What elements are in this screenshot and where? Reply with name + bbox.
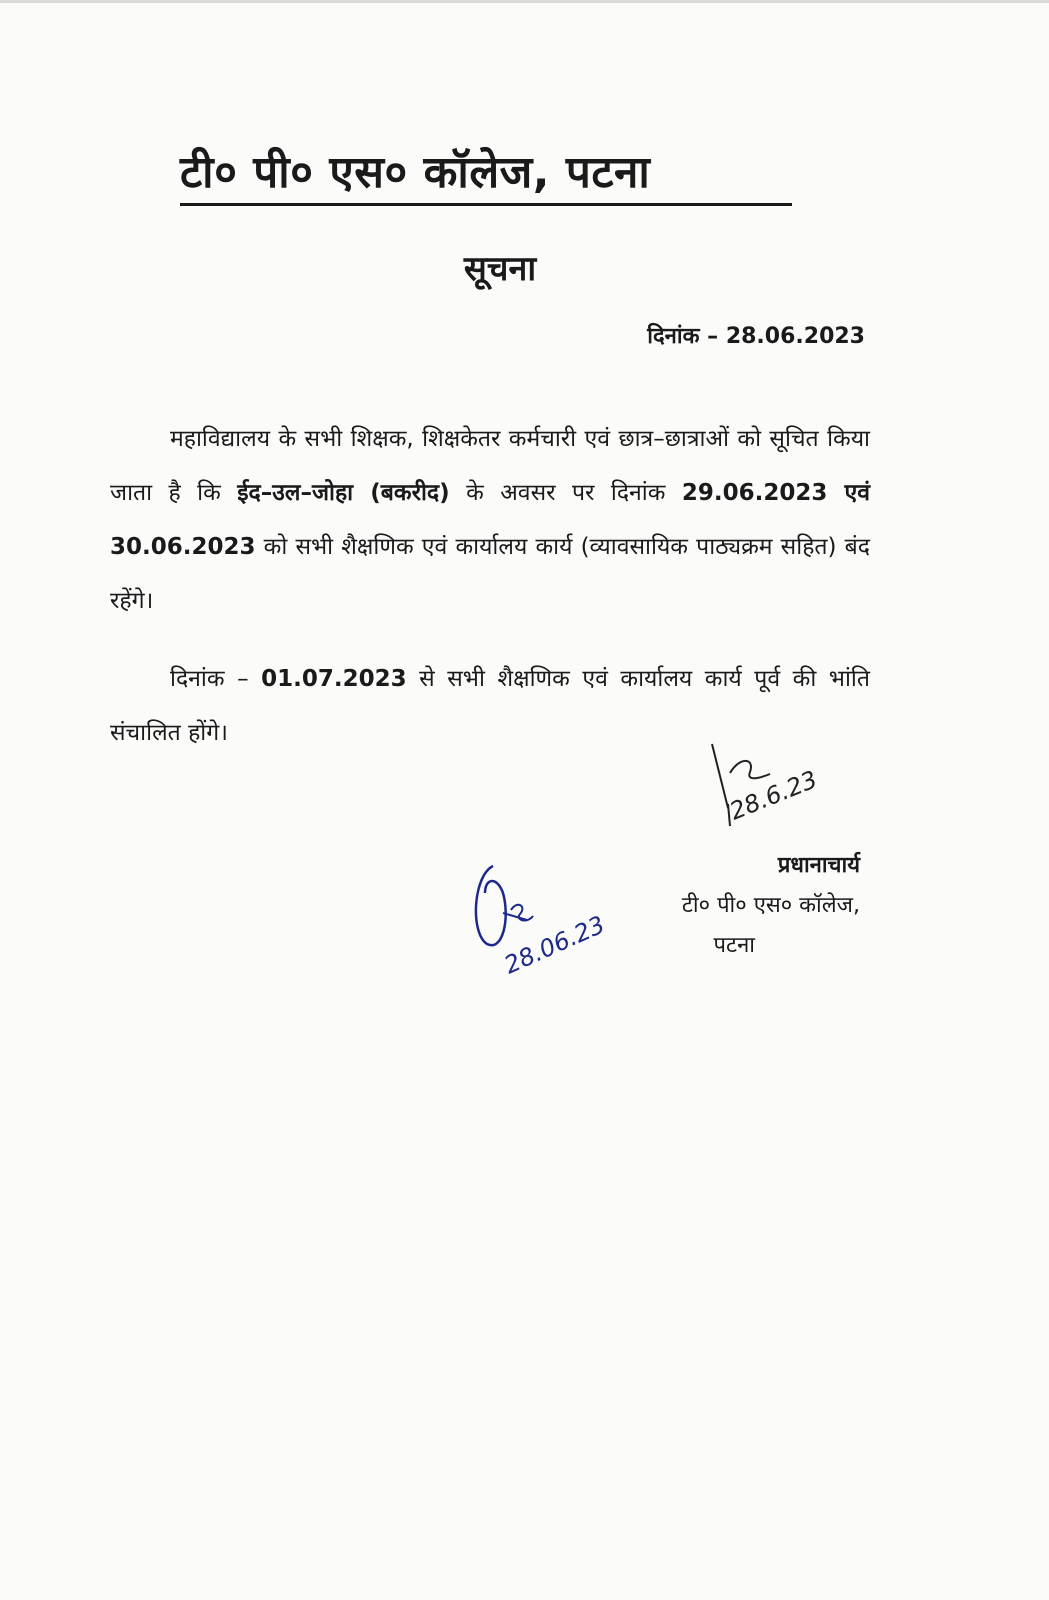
- signatory-designation: प्रधानाचार्य: [777, 853, 860, 878]
- countersign-date: 28.06.23: [500, 910, 610, 980]
- para1-text-3: को सभी शैक्षणिक एवं कार्यालय कार्य (व्यावसायिक पाठ्यक्रम सहित) बंद रहेंगे।: [110, 534, 870, 614]
- signatory-city: पटना: [713, 933, 755, 958]
- para2-text-2: से सभी शैक्षणिक एवं कार्यालय कार्य पूर्व की भांति संचालित होंगे।: [110, 666, 870, 746]
- festival-name: ईद–उल–जोहा (बकरीद): [237, 480, 450, 506]
- date-separator: –: [707, 324, 719, 349]
- signatory-college: टी० पी० एस० कॉलेज,: [681, 893, 860, 918]
- closure-date-from: 29.06.2023: [681, 480, 828, 506]
- title-underline: [180, 203, 792, 206]
- closure-date-to: 30.06.2023: [110, 534, 256, 560]
- principal-signature: [700, 738, 850, 833]
- para1-text-2: के अवसर पर दिनांक: [449, 480, 682, 506]
- date-label: दिनांक: [647, 324, 700, 349]
- principal-signature-date: 28.6.23: [725, 765, 822, 826]
- notice-date-line: [560, 320, 865, 350]
- para2-text-1: दिनांक –: [170, 666, 262, 692]
- notice-heading: सूचना: [463, 249, 537, 289]
- para1-text-1: महाविद्यालय के सभी शिक्षक, शिक्षकेतर कर्मचारी एवं छात्र–छात्राओं को सूचित किया जाता है कि: [110, 426, 870, 506]
- resume-date: 01.07.2023: [261, 666, 407, 692]
- scan-top-edge: [0, 0, 1049, 3]
- signatory-block: [560, 846, 860, 966]
- notice-date: 28.06.2023: [725, 324, 865, 349]
- college-title: टी० पी० एस० कॉलेज, पटना: [180, 147, 651, 198]
- closure-conjunction: एवं: [827, 480, 871, 506]
- notice-paragraph-closure: [110, 412, 870, 628]
